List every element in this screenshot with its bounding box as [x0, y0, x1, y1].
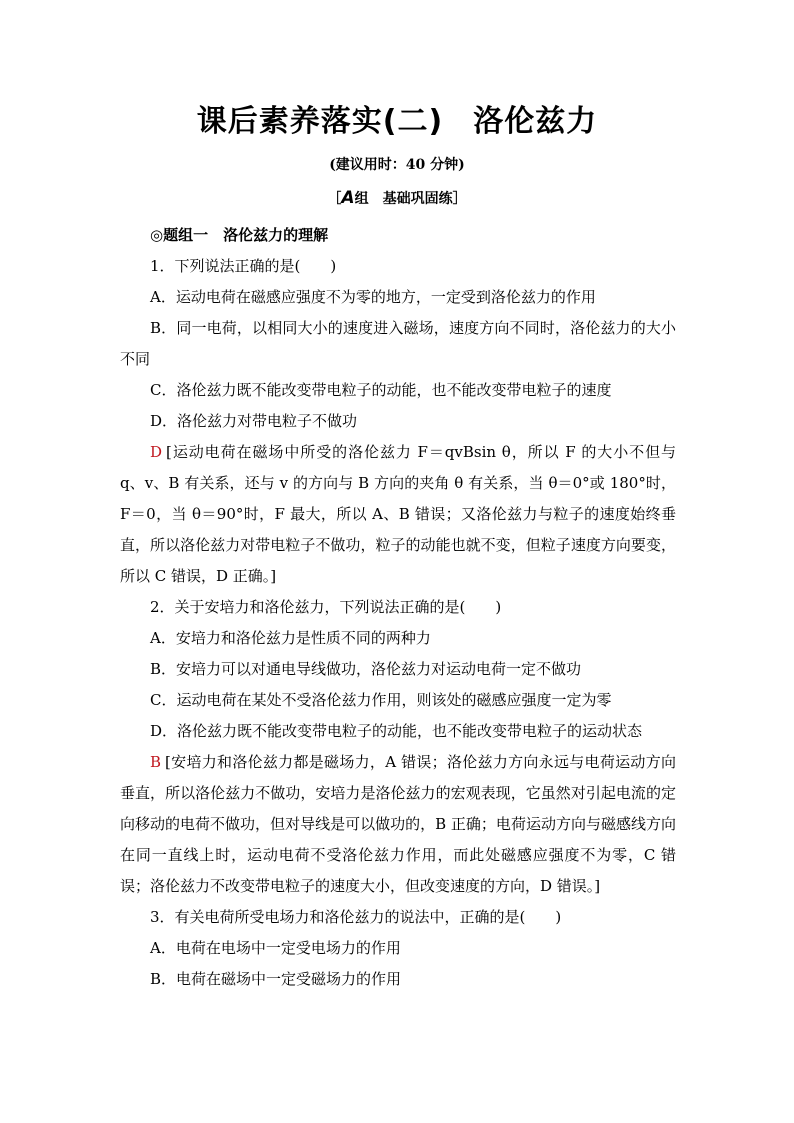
q1-option-a: A．运动电荷在磁感应强度不为零的地方，一定受到洛伦兹力的作用: [150, 288, 596, 306]
title-main: 课后素养落实(二): [196, 104, 444, 139]
q2-option-b: B．安培力可以对通电导线做功，洛伦兹力对运动电荷一定不做功: [150, 660, 582, 678]
q1-answer: D: [150, 443, 163, 461]
q1-option-c: C．洛伦兹力既不能改变带电粒子的动能，也不能改变带电粒子的速度: [150, 381, 612, 399]
q2-option-a: A．安培力和洛伦兹力是性质不同的两种力: [150, 629, 431, 647]
q2-option-c: C．运动电荷在某处不受洛伦兹力作用，则该处的磁感应强度一定为零: [150, 691, 612, 709]
q1-option-d: D．洛伦兹力对带电粒子不做功: [150, 412, 358, 430]
q1-option-b: B．同一电荷，以相同大小的速度进入磁场，速度方向不同时，洛伦兹力的大小不同: [120, 319, 676, 368]
q1-explanation-text: [运动电荷在磁场中所受的洛伦兹力 F＝qvBsin θ，所以 F 的大小不但与 q、v、B 有关系，还与 v 的方向与 B 方向的夹角 θ 有关系，当 θ＝0°或 180°时，F＝0，当 θ＝90°时，F 最大，所以 A、B 错误；又洛伦兹力与粒子的速度始终垂直，所以洛伦兹力对带电粒子不做功，粒子的动能也就不变，但粒子速度方向要变，所以 C 错误，D 正确。]: [120, 443, 676, 585]
q2-option-d: D．洛伦兹力既不能改变带电粒子的动能，也不能改变带电粒子的运动状态: [150, 722, 643, 740]
q1-stem: 1．下列说法正确的是( ): [150, 257, 337, 275]
q1-explanation: [120, 437, 676, 592]
group-letter: A: [341, 188, 355, 208]
q3-option-b: B．电荷在磁场中一定受磁场力的作用: [150, 970, 402, 988]
title-sub: 洛伦兹力: [473, 104, 598, 139]
page-title: [0, 96, 794, 140]
group-label: ［A组 基础巩固练］: [327, 188, 467, 208]
q2-stem: 2．关于安培力和洛伦兹力，下列说法正确的是( ): [150, 598, 502, 616]
q3-option-a: A．电荷在电场中一定受电场力的作用: [150, 939, 401, 957]
q2-explanation-text: [安培力和洛伦兹力都是磁场力，A 错误；洛伦兹力方向永远与电荷运动方向垂直，所以洛伦兹力不做功，安培力是洛伦兹力的宏观表现，它虽然对引起电流的定向移动的电荷不做功，但对导线是可以做功的，B 正确；电荷运动方向与磁感线方向在同一直线上时，运动电荷不受洛伦兹力作用，而此处磁感应强度不为零，C 错误；洛伦兹力不改变带电粒子的速度大小，但改变速度的方向，D 错误。]: [120, 753, 676, 895]
q2-explanation: [120, 747, 676, 902]
q2-answer: B: [150, 753, 162, 771]
question-body: [120, 220, 676, 995]
q3-stem: 3．有关电荷所受电场力和洛伦兹力的说法中，正确的是( ): [150, 908, 562, 926]
section-heading: ◎题组一 洛伦兹力的理解: [150, 226, 329, 244]
suggested-time: (建议用时：40 分钟): [329, 157, 465, 173]
